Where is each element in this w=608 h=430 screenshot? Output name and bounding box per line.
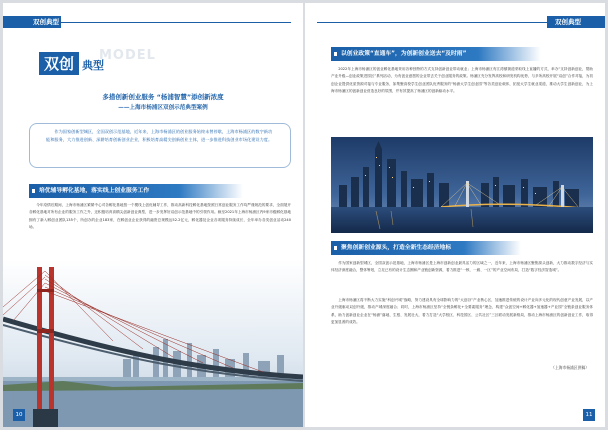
header-rule (61, 22, 291, 23)
page-number: 10 (13, 409, 25, 421)
city-night-photo (331, 137, 593, 233)
page-header-tag: 双创典型 (3, 16, 61, 28)
bridge-photo (3, 259, 303, 427)
section-title (39, 51, 104, 75)
section-heading-ecosystem: 聚焦创新创业源头，打造全新生态经济地标 (331, 241, 521, 255)
body-paragraph: 上海市杨浦区将不断大力实施“科创兴城”战略，努力建设具有全球影响力的“大创谷”产业核心区，加速推进传统的设计产业向多元化的现代创意产业发展，以产业升级驱动双创升级，推动产城深度融合；同时，上海市杨浦区坚持“全链条孵化+全要素服务”理念，构建“众创空间+孵化器+加速器+产业园”全链条创业服务体系，助力创新创业企业在“杨浦”落地、生根、发展壮大，着力打造“大学校区、科技园区、公共社区”三区联动发展新格局，推动上海市杨浦区的创新创业工作，取得更加显著的成效。 (331, 298, 593, 324)
body-paragraph: 作为国家创新型城区，全国双创示范基地，上海市杨浦区是上海市创新创业最具活力的区域之一，近年来，上海市杨浦区聚焦源头创新，大力推动数字经济与实体经济深度融合，整体筹划，立足已有的设计生态圈和产业链创新资源，着力推进“一核、一廊、一区”的产业空间布局，打造“数字经济智造城”。 (331, 261, 593, 273)
body-paragraph: 2022年上海市杨浦区的创业孵化基地采用各种独特的方式支持创新创业带动就业；上海市杨浦区有江湾镇街道采取线上直播的方式，举办“支持创新创业，帮助产业升级—创业政策进园区”系列活动，为有创业意愿的企业带去关于创业服务的政策。杨浦区充分发挥高校和研发机构优势，与多所高校开展“双创”合作对接，为初创企业提供优质资源对接与专业服务，如集聚高校学生创业团队优秀服务的“杨浦大学生创业园”等各类创业载体，拓宽大学生就业渠道，推动大学生创新创业，为上海市杨浦区的创新创业营造良好的氛围，并有效提高了杨浦区的创新驱动水平。 (331, 67, 593, 93)
title-english-watermark: MODEL (99, 48, 156, 63)
page-number: 11 (583, 409, 595, 421)
right-page (305, 3, 605, 427)
section-heading-incubation: 培优辅导孵化基地，落实线上创业服务工作 (29, 184, 243, 198)
body-paragraph: 今年疫情后期间，上海市杨浦区紧紧中心对各孵化基地按一个模线上创优辅导工作，推动高新科技孵化基地按照日常创业服务工作均严谨规范的要求，全面展开各孵化基地对所有企业的服务工作之外，还积极培育高精尖创新创业典型，进一步发挥好双创示范基地中的引领作用。截至2021年上海市杨浦区内9家市级孵化基地拥有了新入孵创业团队135个，所创办的企业183家，在孵创业企业获得的融资总规模达52.2亿元，孵化器及企业各项服务持续成长，全年举办各类创业活动240场。 (29, 203, 291, 229)
article-headline: 多措创新创业服务 “杨浦智慧”添创新浓度 (102, 93, 224, 101)
page-header-tag: 双创典型 (547, 16, 605, 28)
intro-box: 作为国家创新型城区，全国双创示范基地，近年来，上海市杨浦区的创业服务始终未曾停歇，上海市杨浦区的数字新功能和服务，大力推进创新、深耕培育创新创业企业，积极培育高精尖创新创业主体，进一步推进科技创业市场化建设力度。 (29, 123, 291, 168)
source-credit: （上海市杨浦区供稿） (551, 365, 589, 370)
section-title-sub: 典型 (82, 59, 105, 72)
left-page (3, 3, 303, 427)
article-subheadline: ——上海市杨浦区双创示范典型案例 (118, 105, 208, 111)
section-title-main: 双创 (39, 52, 79, 75)
section-heading-policy: 以创业政策“直通车”，为创新创业送去“及时雨” (331, 47, 541, 61)
header-rule (317, 22, 547, 23)
